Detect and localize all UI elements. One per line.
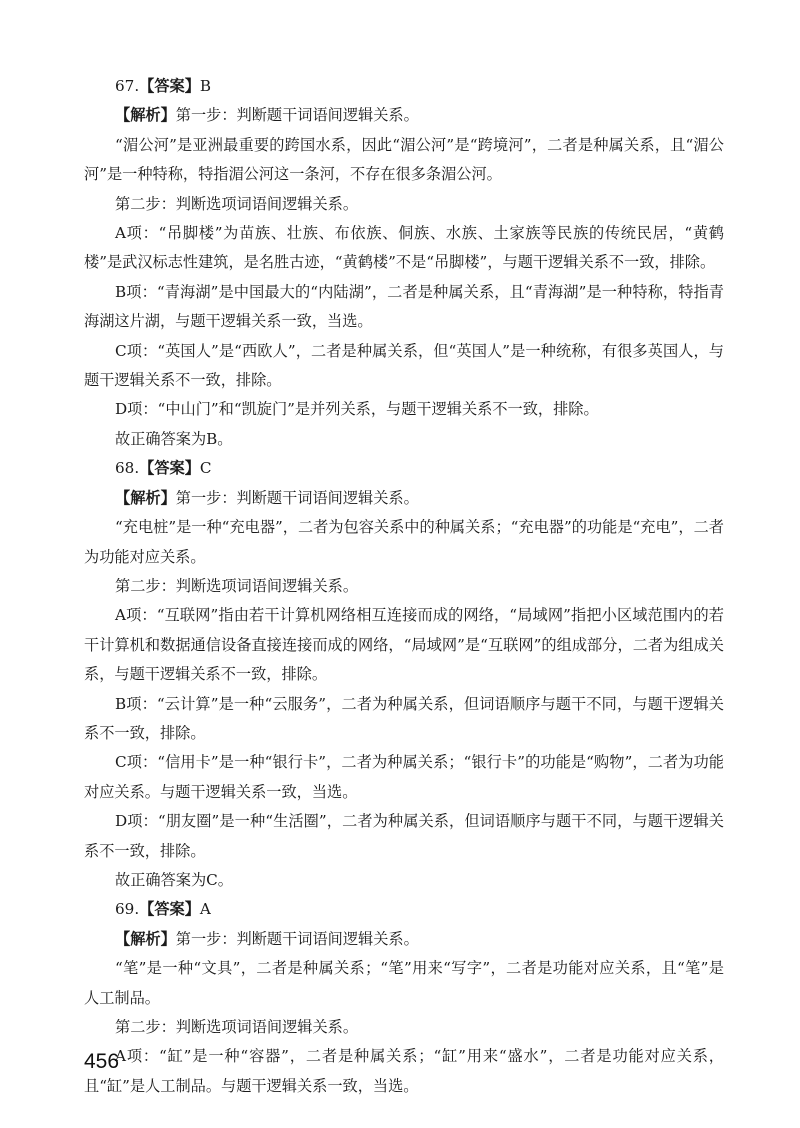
- analysis-text: 第一步：判断题干词语间逻辑关系。: [175, 488, 419, 507]
- body-paragraph: B项：“云计算”是一种“云服务”，二者为种属关系，但词语顺序与题干不同，与题干逻辑关系不一致，排除。: [84, 694, 724, 742]
- body-paragraph: D项：“朋友圈”是一种“生活圈”，二者为种属关系，但词语顺序与题干不同，与题干逻辑关系不一致，排除。: [84, 812, 724, 860]
- body-paragraph: “湄公河”是亚洲最重要的跨国水系，因此“湄公河”是“跨境河”，二者是种属关系，且“湄公河”是一种特称，特指湄公河这一条河，不存在很多条湄公河。: [84, 135, 724, 184]
- body-paragraph: 第二步：判断选项词语间逻辑关系。: [115, 576, 358, 595]
- analysis-text: 第一步：判断题干词语间逻辑关系。: [175, 106, 419, 125]
- answer-label: 【答案】: [139, 77, 200, 95]
- answer-line: [84, 454, 724, 483]
- analysis-heading: [84, 484, 724, 513]
- question-number: 68.: [115, 459, 140, 478]
- analysis-heading: [84, 925, 724, 954]
- answer-value: C: [199, 459, 212, 478]
- question-number: 69.: [115, 900, 140, 919]
- answer-label: 【答案】: [139, 900, 200, 919]
- body-paragraph: A项：“缸”是一种“容器”，二者是种属关系；“缸”用来“盛水”，二者是功能对应关系，且“缸”是人工制品。与题干逻辑关系一致，当选。: [84, 1047, 724, 1095]
- question-number: 67.: [115, 77, 140, 95]
- body-paragraph: B项：“青海湖”是中国最大的“内陆湖”，二者是种属关系，且“青海湖”是一种特称，特指青海湖这片湖，与题干逻辑关系一致，当选。: [84, 282, 724, 331]
- answer-line: [84, 72, 724, 101]
- analysis-text: 第一步：判断题干词语间逻辑关系。: [175, 929, 419, 948]
- analysis-label: 【解析】: [115, 488, 176, 507]
- body-paragraph: C项：“信用卡”是一种“银行卡”，二者为种属关系；“银行卡”的功能是“购物”，二者为功能对应关系。与题干逻辑关系一致，当选。: [84, 753, 724, 801]
- body-paragraph: D项：“中山门”和“凯旋门”是并列关系，与题干逻辑关系不一致，排除。: [115, 400, 599, 419]
- body-paragraph: “笔”是一种“文具”，二者是种属关系；“笔”用来“写字”，二者是功能对应关系，且“笔”是人工制品。: [84, 959, 724, 1007]
- answer-line: [84, 895, 724, 924]
- page-number: 456: [84, 1050, 120, 1073]
- body-paragraph: A项：“互联网”指由若干计算机网络相互连接而成的网络，“局域网”指把小区域范围内的若干计算机和数据通信设备直接连接而成的网络，“局域网”是“互联网”的组成部分，二者为组成关系，与题干逻辑关系不一致，排除。: [84, 606, 724, 684]
- body-paragraph: “充电桩”是一种“充电器”，二者为包容关系中的种属关系；“充电器”的功能是“充电”，二者为功能对应关系。: [84, 518, 724, 566]
- answer-value: A: [199, 900, 211, 919]
- analysis-label: 【解析】: [115, 106, 176, 125]
- answer-value: B: [199, 77, 212, 95]
- body-paragraph: A项：“吊脚楼”为苗族、壮族、布依族、侗族、水族、土家族等民族的传统民居，“黄鹤楼”是武汉标志性建筑，是名胜古迹，“黄鹤楼”不是“吊脚楼”，与题干逻辑关系不一致，排除。: [84, 224, 724, 272]
- analysis-label: 【解析】: [115, 929, 176, 948]
- body-paragraph: 故正确答案为B。: [115, 429, 233, 448]
- body-paragraph: C项：“英国人”是“西欧人”，二者是种属关系，但“英国人”是一种统称，有很多英国人，与题干逻辑关系不一致，排除。: [84, 341, 724, 390]
- body-paragraph: 第二步：判断选项词语间逻辑关系。: [115, 1018, 358, 1036]
- analysis-heading: [84, 101, 724, 130]
- answer-label: 【答案】: [139, 459, 200, 478]
- answer-explanations: [84, 72, 724, 1101]
- body-paragraph: 第二步：判断选项词语间逻辑关系。: [115, 194, 358, 213]
- body-paragraph: 故正确答案为C。: [115, 870, 233, 889]
